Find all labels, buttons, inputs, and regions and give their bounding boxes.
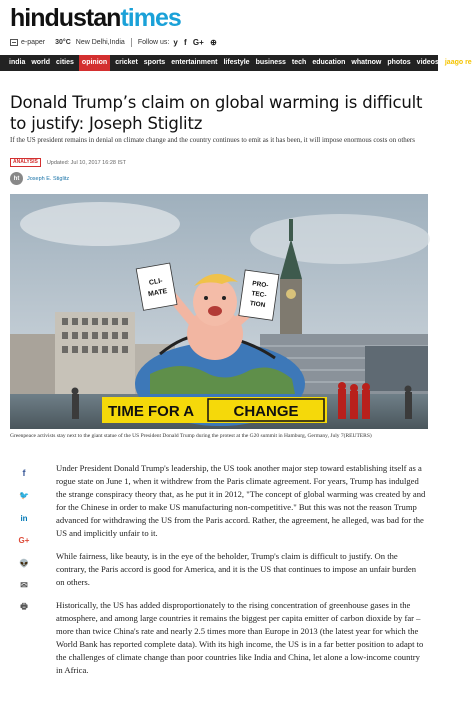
svg-text:TEC-: TEC-	[250, 290, 267, 300]
main-nav	[0, 55, 472, 71]
nav-item-entertainment[interactable]: entertainment	[171, 59, 218, 66]
protest-photo	[10, 194, 428, 429]
temperature: 30°C	[55, 38, 71, 46]
nav-item-india[interactable]: india	[9, 59, 26, 66]
logo-hindustan: hindustan	[10, 4, 121, 32]
paragraph: Historically, the US has added disproportionately to the rising concentration of greenhouse gases in the atmosphere, and among large countries it remains the biggest per capita emitter of carbon dioxide by far – more than twice China's rate and nearly 2.5 times more than Europe in 2013 (the latest year for which the World Bank has reported complete data). With its high income, the US is in a far better position to adapt to the challenges of climate change than poor countries like India and China, let alone a low-income country in Africa.	[56, 600, 424, 675]
nav-item-videos[interactable]: videos	[416, 59, 439, 66]
updated-timestamp: Updated: Jul 10, 2017 16:28 IST	[46, 159, 127, 166]
paragraph: While fairness, like beauty, is in the eye of the beholder, Trump's claim is difficult to justify. On the contrary, the Paris accord is good for America, and it is the US that continues to impose an unfair burden on others.	[56, 551, 417, 587]
social-links	[173, 38, 220, 47]
nav-item-cricket[interactable]: cricket	[115, 59, 138, 66]
linkedin-share-icon[interactable]: in	[20, 513, 28, 523]
paragraph: Under President Donald Trump's leadership, the US took another major step toward establishing itself as a rogue state on June 1, when it withdrew from the Paris climate agreement. For years, Trump has indulged the strange conspiracy theory that, as he put it in 2012, "The concept of global warming was created by and for the Chinese in order to make US manufacturing non-competitive." But this was not the reason Trump advanced for withdrawing the US from the Paris accord. Rather, the agreement, he alleged, was bad for the US and implicitly unfair to it.	[56, 463, 426, 538]
climate-sign-text-2: MATE	[147, 287, 168, 299]
nav-item-education[interactable]: education	[312, 59, 346, 66]
article-meta	[10, 158, 126, 167]
nav-item-lifestyle[interactable]: lifestyle	[223, 59, 250, 66]
twitter-icon[interactable]: y	[173, 37, 178, 47]
share-rail	[17, 466, 31, 624]
svg-text:PRO-: PRO-	[251, 280, 269, 290]
climate-sign-text-1: CLI-	[148, 277, 164, 287]
divider	[131, 38, 132, 47]
logo-times: times	[120, 4, 181, 32]
article-body	[56, 462, 426, 687]
byline	[10, 172, 69, 185]
reddit-share-icon[interactable]: 👽	[19, 558, 29, 568]
article-headline: Donald Trump’s claim on global warming is difficult to justify: Joseph Stiglitz	[10, 93, 423, 133]
epaper-link[interactable]: e-paper	[21, 38, 46, 46]
google-plus-share-icon[interactable]: G+	[18, 536, 30, 545]
print-icon[interactable]: 🖶	[20, 602, 28, 611]
nav-item-world[interactable]: world	[31, 59, 51, 66]
facebook-share-icon[interactable]: f	[22, 468, 26, 478]
nav-item-business[interactable]: business	[255, 59, 286, 66]
article-summary: If the US president remains in denial on climate change and the country continues to emit as it has been, it will impose enormous costs on others	[10, 136, 415, 144]
author-avatar: ht	[10, 172, 23, 185]
nav-item-whatnow[interactable]: whatnow	[351, 59, 382, 66]
photo-caption: Greenpeace activists stay next to the giant statue of the US President Donald Trump during the protest at the G20 summit in Hamburg, Germany, July 7(REUTERS)	[10, 433, 372, 439]
rss-icon[interactable]: ⊕	[210, 37, 217, 47]
city-name[interactable]: New Delhi,India	[75, 38, 125, 46]
nav-item-photos[interactable]: photos	[387, 59, 411, 66]
nav-item-cities[interactable]: cities	[56, 59, 74, 66]
svg-text:TION: TION	[249, 299, 266, 310]
twitter-share-icon[interactable]: 🐦	[19, 491, 29, 500]
site-logo[interactable]	[10, 4, 181, 32]
google-plus-icon[interactable]: G+	[192, 37, 204, 47]
facebook-icon[interactable]: f	[184, 37, 187, 47]
author-link[interactable]: Joseph E. Stiglitz	[27, 175, 70, 182]
nav-item-sports[interactable]: sports	[143, 59, 166, 66]
follow-label: Follow us:	[137, 38, 170, 46]
banner-highlight-text: CHANGE	[233, 403, 299, 420]
epaper-icon	[10, 39, 18, 46]
nav-item-jaago-re[interactable]: jaago re	[444, 59, 472, 66]
utility-bar	[10, 35, 221, 49]
email-share-icon[interactable]: ✉	[20, 580, 28, 590]
banner-text: TIME FOR A	[108, 403, 195, 420]
analysis-badge[interactable]: ANALYSIS	[10, 158, 41, 167]
article-photo	[10, 194, 428, 429]
nav-item-tech[interactable]: tech	[291, 59, 307, 66]
nav-item-opinion[interactable]: opinion	[79, 55, 110, 71]
